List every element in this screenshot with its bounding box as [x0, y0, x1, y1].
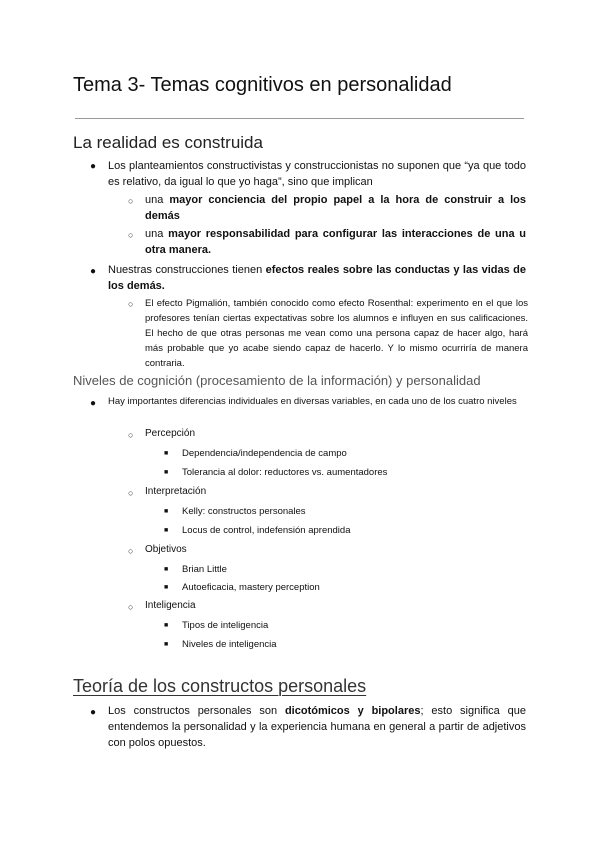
- title-divider: [75, 118, 524, 119]
- level-item: Locus de control, indefensión aprendida: [182, 525, 351, 536]
- level-item: Autoeficacia, mastery perception: [182, 582, 320, 593]
- section-heading-constructos: Teoría de los constructos personales: [73, 676, 367, 696]
- list-item-planteamientos: Los planteamientos constructivistas y construccionistas no suponen que “ya que todo es relativo, da igual lo que yo haga”, sino que implican: [108, 160, 526, 188]
- bullet-circle-icon: ○: [128, 430, 134, 440]
- level-percepcion: Percepción: [145, 428, 196, 439]
- level-interpretacion: Interpretación: [145, 486, 207, 497]
- bullet-square-icon: ■: [164, 584, 169, 591]
- section-heading-realidad: La realidad es construida: [73, 133, 263, 152]
- bullet-square-icon: ■: [164, 641, 169, 648]
- level-item: Niveles de inteligencia: [182, 639, 277, 650]
- list-item-mayor-conciencia: una mayor conciencia del propio papel a la hora de construir a los demás: [145, 194, 526, 222]
- bullet-square-icon: ■: [164, 469, 169, 476]
- page-title: Tema 3- Temas cognitivos en personalidad: [73, 74, 452, 96]
- level-item: Kelly: constructos personales: [182, 506, 306, 517]
- level-inteligencia: Inteligencia: [145, 600, 196, 611]
- bullet-disc-icon: ●: [90, 266, 97, 277]
- list-item-diferencias: Hay importantes diferencias individuales en diversas variables, en cada uno de los cuatro niveles: [108, 396, 517, 407]
- bullet-square-icon: ■: [164, 450, 169, 457]
- bullet-square-icon: ■: [164, 508, 169, 515]
- list-item-constructos-personales: Los constructos personales son dicotómicos y bipolares; esto significa que entendemos la personalidad y la experiencia humana en general a partir de adjetivos con polos opuestos.: [108, 705, 526, 749]
- list-item-efectos-reales: Nuestras construcciones tienen efectos reales sobre las conductas y las vidas de los demás.: [108, 264, 526, 292]
- bullet-circle-icon: ○: [128, 488, 134, 498]
- list-item-pigmalion: El efecto Pigmalión, también conocido como efecto Rosenthal: experimento en el que los profesores tenían ciertas expectativas sobre los alumnos e influyen en sus calificaciones. El hecho de que otras personas me vean como una persona capaz de hacer algo, hará más probable que yo acabe siendo capaz de hacerlo. Y lo mismo ocurriría de manera contraria.: [145, 298, 528, 369]
- bullet-circle-icon: ○: [128, 196, 134, 206]
- level-item: Tipos de inteligencia: [182, 620, 269, 631]
- level-item: Brian Little: [182, 564, 227, 575]
- bullet-square-icon: ■: [164, 527, 169, 534]
- level-item: Tolerancia al dolor: reductores vs. aumentadores: [182, 467, 388, 478]
- bullet-circle-icon: ○: [128, 299, 134, 309]
- bullet-square-icon: ■: [164, 622, 169, 629]
- level-item: Dependencia/independencia de campo: [182, 448, 347, 459]
- bullet-disc-icon: ●: [90, 398, 97, 409]
- bullet-circle-icon: ○: [128, 602, 134, 612]
- list-item-mayor-responsabilidad: una mayor responsabilidad para configurar las interacciones de una u otra manera.: [145, 228, 526, 256]
- level-objetivos: Objetivos: [145, 544, 187, 555]
- bullet-circle-icon: ○: [128, 546, 134, 556]
- bullet-disc-icon: ●: [90, 161, 97, 172]
- bullet-circle-icon: ○: [128, 230, 134, 240]
- section-heading-niveles: Niveles de cognición (procesamiento de la información) y personalidad: [73, 373, 481, 388]
- bullet-square-icon: ■: [164, 566, 169, 573]
- bullet-disc-icon: ●: [90, 707, 97, 718]
